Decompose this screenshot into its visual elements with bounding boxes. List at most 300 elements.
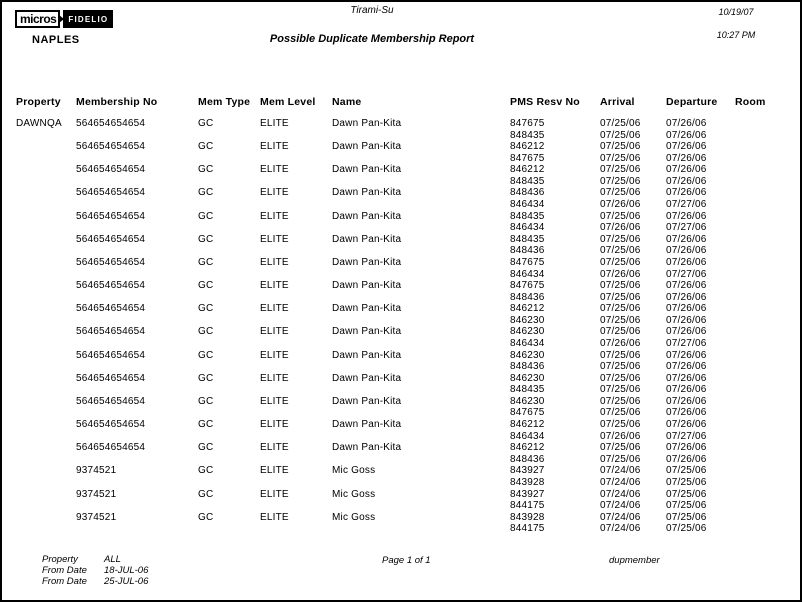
room-cell bbox=[735, 315, 790, 327]
departure-cell: 07/26/06 bbox=[666, 280, 707, 292]
name-cell: Dawn Pan-Kita bbox=[332, 303, 402, 315]
mem-type-cell bbox=[198, 130, 260, 142]
membership-no-cell bbox=[76, 523, 198, 535]
duplicate-membership-table bbox=[2, 96, 802, 535]
arrival-cell: 07/25/06 bbox=[600, 303, 641, 315]
mem-type-cell bbox=[198, 199, 260, 211]
property-cell bbox=[16, 500, 76, 512]
column-header-mem-level: Mem Level bbox=[260, 96, 316, 108]
mem-level-cell: ELITE bbox=[260, 303, 289, 315]
pms-resv-no-cell: 848435 bbox=[510, 233, 545, 245]
departure-cell: 07/26/06 bbox=[666, 314, 707, 326]
room-cell bbox=[735, 269, 790, 281]
membership-no-cell: 564654654654 bbox=[76, 164, 146, 176]
name-cell: Dawn Pan-Kita bbox=[332, 419, 402, 431]
pms-resv-no-cell: 846212 bbox=[510, 141, 545, 153]
membership-no-cell bbox=[76, 315, 198, 327]
property-cell bbox=[16, 373, 76, 385]
table-row bbox=[2, 431, 802, 443]
mem-level-cell bbox=[260, 523, 332, 535]
membership-no-cell bbox=[76, 384, 198, 396]
mem-type-cell: GC bbox=[198, 118, 214, 129]
departure-cell: 07/27/06 bbox=[666, 222, 707, 234]
departure-cell: 07/26/06 bbox=[666, 384, 707, 396]
mem-type-cell: GC bbox=[198, 280, 214, 292]
room-cell bbox=[735, 442, 790, 454]
property-cell bbox=[16, 153, 76, 165]
table-header-row bbox=[2, 96, 802, 109]
name-cell: Dawn Pan-Kita bbox=[332, 210, 402, 222]
table-row bbox=[2, 280, 802, 292]
table-row bbox=[2, 292, 802, 304]
arrival-cell: 07/24/06 bbox=[600, 523, 641, 535]
arrival-cell: 07/25/06 bbox=[600, 245, 641, 257]
name-cell bbox=[332, 338, 510, 350]
name-cell bbox=[332, 292, 510, 304]
micros-wordmark: micros bbox=[15, 10, 60, 28]
column-header-name: Name bbox=[332, 96, 362, 108]
room-cell bbox=[735, 199, 790, 211]
arrival-cell: 07/25/06 bbox=[600, 175, 641, 187]
property-cell bbox=[16, 141, 76, 153]
mem-level-cell: ELITE bbox=[260, 256, 289, 268]
mem-level-cell: ELITE bbox=[260, 465, 289, 477]
arrival-cell: 07/24/06 bbox=[600, 511, 641, 523]
membership-no-cell: 9374521 bbox=[76, 488, 117, 500]
mem-type-cell: GC bbox=[198, 303, 214, 315]
arrival-cell: 07/26/06 bbox=[600, 222, 641, 234]
mem-level-cell bbox=[260, 292, 332, 304]
room-cell bbox=[735, 489, 790, 501]
membership-no-cell: 564654654654 bbox=[76, 303, 146, 315]
name-cell: Dawn Pan-Kita bbox=[332, 280, 402, 292]
table-row bbox=[2, 303, 802, 315]
mem-type-cell bbox=[198, 477, 260, 489]
room-cell bbox=[735, 211, 790, 223]
departure-cell: 07/25/06 bbox=[666, 476, 707, 488]
filter-value: 18-JUL-06 bbox=[104, 565, 149, 577]
arrival-cell: 07/25/06 bbox=[600, 372, 641, 384]
table-row bbox=[2, 187, 802, 199]
arrival-cell: 07/25/06 bbox=[600, 210, 641, 222]
mem-type-cell: GC bbox=[198, 164, 214, 176]
column-header-membership-no: Membership No bbox=[76, 96, 158, 108]
membership-no-cell bbox=[76, 222, 198, 234]
departure-cell: 07/27/06 bbox=[666, 337, 707, 349]
arrival-cell: 07/25/06 bbox=[600, 442, 641, 454]
table-row bbox=[2, 222, 802, 234]
membership-no-cell: 564654654654 bbox=[76, 141, 146, 153]
mem-level-cell: ELITE bbox=[260, 349, 289, 361]
room-cell bbox=[735, 465, 790, 477]
pms-resv-no-cell: 846230 bbox=[510, 326, 545, 338]
mem-level-cell bbox=[260, 407, 332, 419]
name-cell bbox=[332, 153, 510, 165]
property-cell bbox=[16, 326, 76, 338]
room-cell bbox=[735, 350, 790, 362]
arrival-cell: 07/26/06 bbox=[600, 268, 641, 280]
departure-cell: 07/26/06 bbox=[666, 152, 707, 164]
property-cell bbox=[16, 199, 76, 211]
room-cell bbox=[735, 431, 790, 443]
departure-cell: 07/26/06 bbox=[666, 407, 707, 419]
room-cell bbox=[735, 326, 790, 338]
filter-value: ALL bbox=[104, 554, 121, 565]
departure-cell: 07/25/06 bbox=[666, 511, 707, 523]
pms-resv-no-cell: 846230 bbox=[510, 314, 545, 326]
mem-type-cell: GC bbox=[198, 465, 214, 477]
arrival-cell: 07/24/06 bbox=[600, 465, 641, 477]
pms-resv-no-cell: 847675 bbox=[510, 256, 545, 268]
name-cell: Dawn Pan-Kita bbox=[332, 118, 402, 129]
room-cell bbox=[735, 338, 790, 350]
room-cell bbox=[735, 141, 790, 153]
room-cell bbox=[735, 245, 790, 257]
mem-type-cell bbox=[198, 222, 260, 234]
print-date: 10/19/07 bbox=[718, 7, 754, 17]
departure-cell: 07/27/06 bbox=[666, 199, 707, 211]
table-row bbox=[2, 396, 802, 408]
mem-type-cell bbox=[198, 153, 260, 165]
name-cell: Dawn Pan-Kita bbox=[332, 233, 402, 245]
mem-level-cell: ELITE bbox=[260, 488, 289, 500]
property-cell bbox=[16, 303, 76, 315]
table-row bbox=[2, 419, 802, 431]
arrival-cell: 07/25/06 bbox=[600, 384, 641, 396]
membership-no-cell bbox=[76, 407, 198, 419]
property-cell bbox=[16, 338, 76, 350]
room-cell bbox=[735, 396, 790, 408]
name-cell: Mic Goss bbox=[332, 465, 376, 477]
arrival-cell: 07/25/06 bbox=[600, 256, 641, 268]
mem-level-cell bbox=[260, 199, 332, 211]
property-cell bbox=[16, 512, 76, 524]
room-cell bbox=[735, 373, 790, 385]
mem-level-cell: ELITE bbox=[260, 326, 289, 338]
property-cell bbox=[16, 164, 76, 176]
name-cell bbox=[332, 500, 510, 512]
column-header-pms-resv-no: PMS Resv No bbox=[510, 96, 580, 108]
pms-resv-no-cell: 843927 bbox=[510, 488, 545, 500]
filter-label: From Date bbox=[42, 565, 87, 577]
name-cell: Dawn Pan-Kita bbox=[332, 349, 402, 361]
pms-resv-no-cell: 843928 bbox=[510, 511, 545, 523]
arrival-cell: 07/26/06 bbox=[600, 430, 641, 442]
mem-level-cell: ELITE bbox=[260, 187, 289, 199]
pms-resv-no-cell: 848435 bbox=[510, 384, 545, 396]
property-cell bbox=[16, 431, 76, 443]
filter-label: Property bbox=[42, 554, 78, 565]
column-header-mem-type: Mem Type bbox=[198, 96, 251, 108]
property-cell bbox=[16, 245, 76, 257]
mem-type-cell bbox=[198, 454, 260, 466]
room-cell bbox=[735, 187, 790, 199]
mem-type-cell: GC bbox=[198, 419, 214, 431]
property-cell bbox=[16, 407, 76, 419]
room-cell bbox=[735, 176, 790, 188]
table-row bbox=[2, 500, 802, 512]
name-cell: Dawn Pan-Kita bbox=[332, 395, 402, 407]
departure-cell: 07/27/06 bbox=[666, 268, 707, 280]
mem-type-cell: GC bbox=[198, 395, 214, 407]
pms-resv-no-cell: 846212 bbox=[510, 442, 545, 454]
property-cell bbox=[16, 176, 76, 188]
mem-type-cell bbox=[198, 407, 260, 419]
mem-type-cell: GC bbox=[198, 349, 214, 361]
arrival-cell: 07/26/06 bbox=[600, 337, 641, 349]
departure-cell: 07/26/06 bbox=[666, 256, 707, 268]
pms-resv-no-cell: 847675 bbox=[510, 118, 545, 129]
departure-cell: 07/25/06 bbox=[666, 500, 707, 512]
membership-no-cell: 564654654654 bbox=[76, 210, 146, 222]
mem-level-cell: ELITE bbox=[260, 141, 289, 153]
room-cell bbox=[735, 234, 790, 246]
membership-no-cell bbox=[76, 130, 198, 142]
mem-type-cell: GC bbox=[198, 210, 214, 222]
departure-cell: 07/26/06 bbox=[666, 118, 707, 129]
name-cell bbox=[332, 130, 510, 142]
property-cell bbox=[16, 384, 76, 396]
property-cell bbox=[16, 269, 76, 281]
departure-cell: 07/26/06 bbox=[666, 141, 707, 153]
table-row bbox=[2, 130, 802, 142]
departure-cell: 07/26/06 bbox=[666, 164, 707, 176]
mem-level-cell bbox=[260, 222, 332, 234]
membership-no-cell bbox=[76, 269, 198, 281]
name-cell bbox=[332, 384, 510, 396]
departure-cell: 07/25/06 bbox=[666, 465, 707, 477]
arrival-cell: 07/25/06 bbox=[600, 129, 641, 141]
mem-type-cell bbox=[198, 523, 260, 535]
pms-resv-no-cell: 846230 bbox=[510, 395, 545, 407]
membership-no-cell bbox=[76, 245, 198, 257]
pms-resv-no-cell: 846434 bbox=[510, 199, 545, 211]
pms-resv-no-cell: 846212 bbox=[510, 164, 545, 176]
filter-label: From Date bbox=[42, 576, 87, 588]
table-row bbox=[2, 141, 802, 153]
pms-resv-no-cell: 843928 bbox=[510, 476, 545, 488]
departure-cell: 07/26/06 bbox=[666, 349, 707, 361]
arrival-cell: 07/25/06 bbox=[600, 361, 641, 373]
pms-resv-no-cell: 846434 bbox=[510, 430, 545, 442]
property-cell bbox=[16, 396, 76, 408]
mem-type-cell: GC bbox=[198, 187, 214, 199]
property-cell bbox=[16, 489, 76, 501]
membership-no-cell: 564654654654 bbox=[76, 187, 146, 199]
pms-resv-no-cell: 848435 bbox=[510, 210, 545, 222]
property-cell bbox=[16, 257, 76, 269]
mem-type-cell bbox=[198, 500, 260, 512]
membership-no-cell: 564654654654 bbox=[76, 349, 146, 361]
membership-no-cell: 564654654654 bbox=[76, 419, 146, 431]
pms-resv-no-cell: 848436 bbox=[510, 291, 545, 303]
arrival-cell: 07/25/06 bbox=[600, 187, 641, 199]
table-body bbox=[2, 118, 802, 535]
property-cell bbox=[16, 350, 76, 362]
table-row bbox=[2, 361, 802, 373]
mem-type-cell: GC bbox=[198, 233, 214, 245]
mem-level-cell bbox=[260, 500, 332, 512]
property-cell bbox=[16, 477, 76, 489]
departure-cell: 07/25/06 bbox=[666, 488, 707, 500]
property-cell bbox=[16, 315, 76, 327]
room-cell bbox=[735, 280, 790, 292]
pms-resv-no-cell: 847675 bbox=[510, 152, 545, 164]
property-cell bbox=[16, 222, 76, 234]
property-cell bbox=[16, 187, 76, 199]
membership-no-cell: 564654654654 bbox=[76, 442, 146, 454]
column-header-room: Room bbox=[735, 96, 766, 108]
departure-cell: 07/26/06 bbox=[666, 453, 707, 465]
property-cell bbox=[16, 292, 76, 304]
name-cell: Dawn Pan-Kita bbox=[332, 164, 402, 176]
departure-cell: 07/25/06 bbox=[666, 523, 707, 535]
mem-level-cell: ELITE bbox=[260, 210, 289, 222]
mem-type-cell bbox=[198, 384, 260, 396]
name-cell bbox=[332, 315, 510, 327]
filter-to-date bbox=[42, 576, 148, 587]
membership-no-cell bbox=[76, 338, 198, 350]
membership-no-cell bbox=[76, 454, 198, 466]
pms-resv-no-cell: 848435 bbox=[510, 129, 545, 141]
room-cell bbox=[735, 523, 790, 535]
mem-level-cell: ELITE bbox=[260, 442, 289, 454]
room-cell bbox=[735, 303, 790, 315]
table-row bbox=[2, 234, 802, 246]
pms-resv-no-cell: 846212 bbox=[510, 419, 545, 431]
property-cell bbox=[16, 211, 76, 223]
report-id: dupmember bbox=[609, 555, 660, 566]
room-cell bbox=[735, 361, 790, 373]
arrival-cell: 07/24/06 bbox=[600, 488, 641, 500]
mem-type-cell bbox=[198, 292, 260, 304]
pms-resv-no-cell: 846434 bbox=[510, 222, 545, 234]
room-cell bbox=[735, 222, 790, 234]
departure-cell: 07/27/06 bbox=[666, 430, 707, 442]
room-cell bbox=[735, 292, 790, 304]
departure-cell: 07/26/06 bbox=[666, 442, 707, 454]
membership-no-cell bbox=[76, 176, 198, 188]
mem-level-cell bbox=[260, 454, 332, 466]
name-cell bbox=[332, 431, 510, 443]
room-cell bbox=[735, 130, 790, 142]
room-cell bbox=[735, 164, 790, 176]
arrival-cell: 07/24/06 bbox=[600, 476, 641, 488]
arrival-cell: 07/25/06 bbox=[600, 233, 641, 245]
report-filters bbox=[42, 554, 148, 588]
mem-level-cell: ELITE bbox=[260, 372, 289, 384]
room-cell bbox=[735, 477, 790, 489]
page-number: Page 1 of 1 bbox=[382, 555, 431, 566]
fidelio-wordmark: FIDELIO bbox=[63, 10, 113, 28]
mem-type-cell bbox=[198, 338, 260, 350]
arrival-cell: 07/25/06 bbox=[600, 280, 641, 292]
property-cell bbox=[16, 419, 76, 431]
departure-cell: 07/26/06 bbox=[666, 175, 707, 187]
table-row bbox=[2, 442, 802, 454]
table-row bbox=[2, 454, 802, 466]
property-cell bbox=[16, 361, 76, 373]
room-cell bbox=[735, 454, 790, 466]
filter-property bbox=[42, 554, 148, 565]
pms-resv-no-cell: 846212 bbox=[510, 303, 545, 315]
arrival-cell: 07/25/06 bbox=[600, 326, 641, 338]
property-cell: DAWNQA bbox=[16, 118, 62, 129]
name-cell bbox=[332, 176, 510, 188]
membership-no-cell: 9374521 bbox=[76, 511, 117, 523]
name-cell bbox=[332, 222, 510, 234]
table-row bbox=[2, 176, 802, 188]
departure-cell: 07/26/06 bbox=[666, 187, 707, 199]
mem-level-cell: ELITE bbox=[260, 395, 289, 407]
name-cell: Dawn Pan-Kita bbox=[332, 442, 402, 454]
property-cell bbox=[16, 523, 76, 535]
arrival-cell: 07/25/06 bbox=[600, 407, 641, 419]
departure-cell: 07/26/06 bbox=[666, 395, 707, 407]
membership-no-cell bbox=[76, 292, 198, 304]
room-cell bbox=[735, 419, 790, 431]
room-cell bbox=[735, 407, 790, 419]
room-cell bbox=[735, 512, 790, 524]
name-cell bbox=[332, 477, 510, 489]
mem-type-cell: GC bbox=[198, 488, 214, 500]
property-cell bbox=[16, 454, 76, 466]
mem-type-cell bbox=[198, 361, 260, 373]
mem-type-cell bbox=[198, 245, 260, 257]
table-row bbox=[2, 465, 802, 477]
membership-no-cell: 564654654654 bbox=[76, 256, 146, 268]
table-row bbox=[2, 326, 802, 338]
departure-cell: 07/26/06 bbox=[666, 210, 707, 222]
property-cell bbox=[16, 442, 76, 454]
mem-level-cell bbox=[260, 269, 332, 281]
pms-resv-no-cell: 846434 bbox=[510, 337, 545, 349]
membership-no-cell bbox=[76, 199, 198, 211]
table-row bbox=[2, 118, 802, 130]
membership-no-cell bbox=[76, 361, 198, 373]
table-row bbox=[2, 211, 802, 223]
table-row bbox=[2, 245, 802, 257]
departure-cell: 07/26/06 bbox=[666, 291, 707, 303]
room-cell bbox=[735, 500, 790, 512]
mem-level-cell: ELITE bbox=[260, 280, 289, 292]
arrival-cell: 07/25/06 bbox=[600, 118, 641, 129]
report-title: Possible Duplicate Membership Report bbox=[269, 33, 475, 45]
mem-type-cell bbox=[198, 315, 260, 327]
arrival-cell: 07/25/06 bbox=[600, 453, 641, 465]
room-cell bbox=[735, 118, 790, 130]
membership-no-cell: 564654654654 bbox=[76, 118, 146, 129]
arrival-cell: 07/25/06 bbox=[600, 291, 641, 303]
column-header-arrival: Arrival bbox=[600, 96, 635, 108]
name-cell: Dawn Pan-Kita bbox=[332, 256, 402, 268]
mem-type-cell: GC bbox=[198, 256, 214, 268]
table-row bbox=[2, 350, 802, 362]
pms-resv-no-cell: 848436 bbox=[510, 187, 545, 199]
mem-type-cell bbox=[198, 431, 260, 443]
property-cell bbox=[16, 465, 76, 477]
membership-no-cell bbox=[76, 431, 198, 443]
departure-cell: 07/26/06 bbox=[666, 233, 707, 245]
membership-no-cell bbox=[76, 153, 198, 165]
mem-level-cell bbox=[260, 361, 332, 373]
mem-level-cell bbox=[260, 176, 332, 188]
pms-resv-no-cell: 848436 bbox=[510, 361, 545, 373]
table-row bbox=[2, 477, 802, 489]
membership-no-cell: 564654654654 bbox=[76, 280, 146, 292]
pms-resv-no-cell: 848436 bbox=[510, 453, 545, 465]
mem-type-cell: GC bbox=[198, 442, 214, 454]
